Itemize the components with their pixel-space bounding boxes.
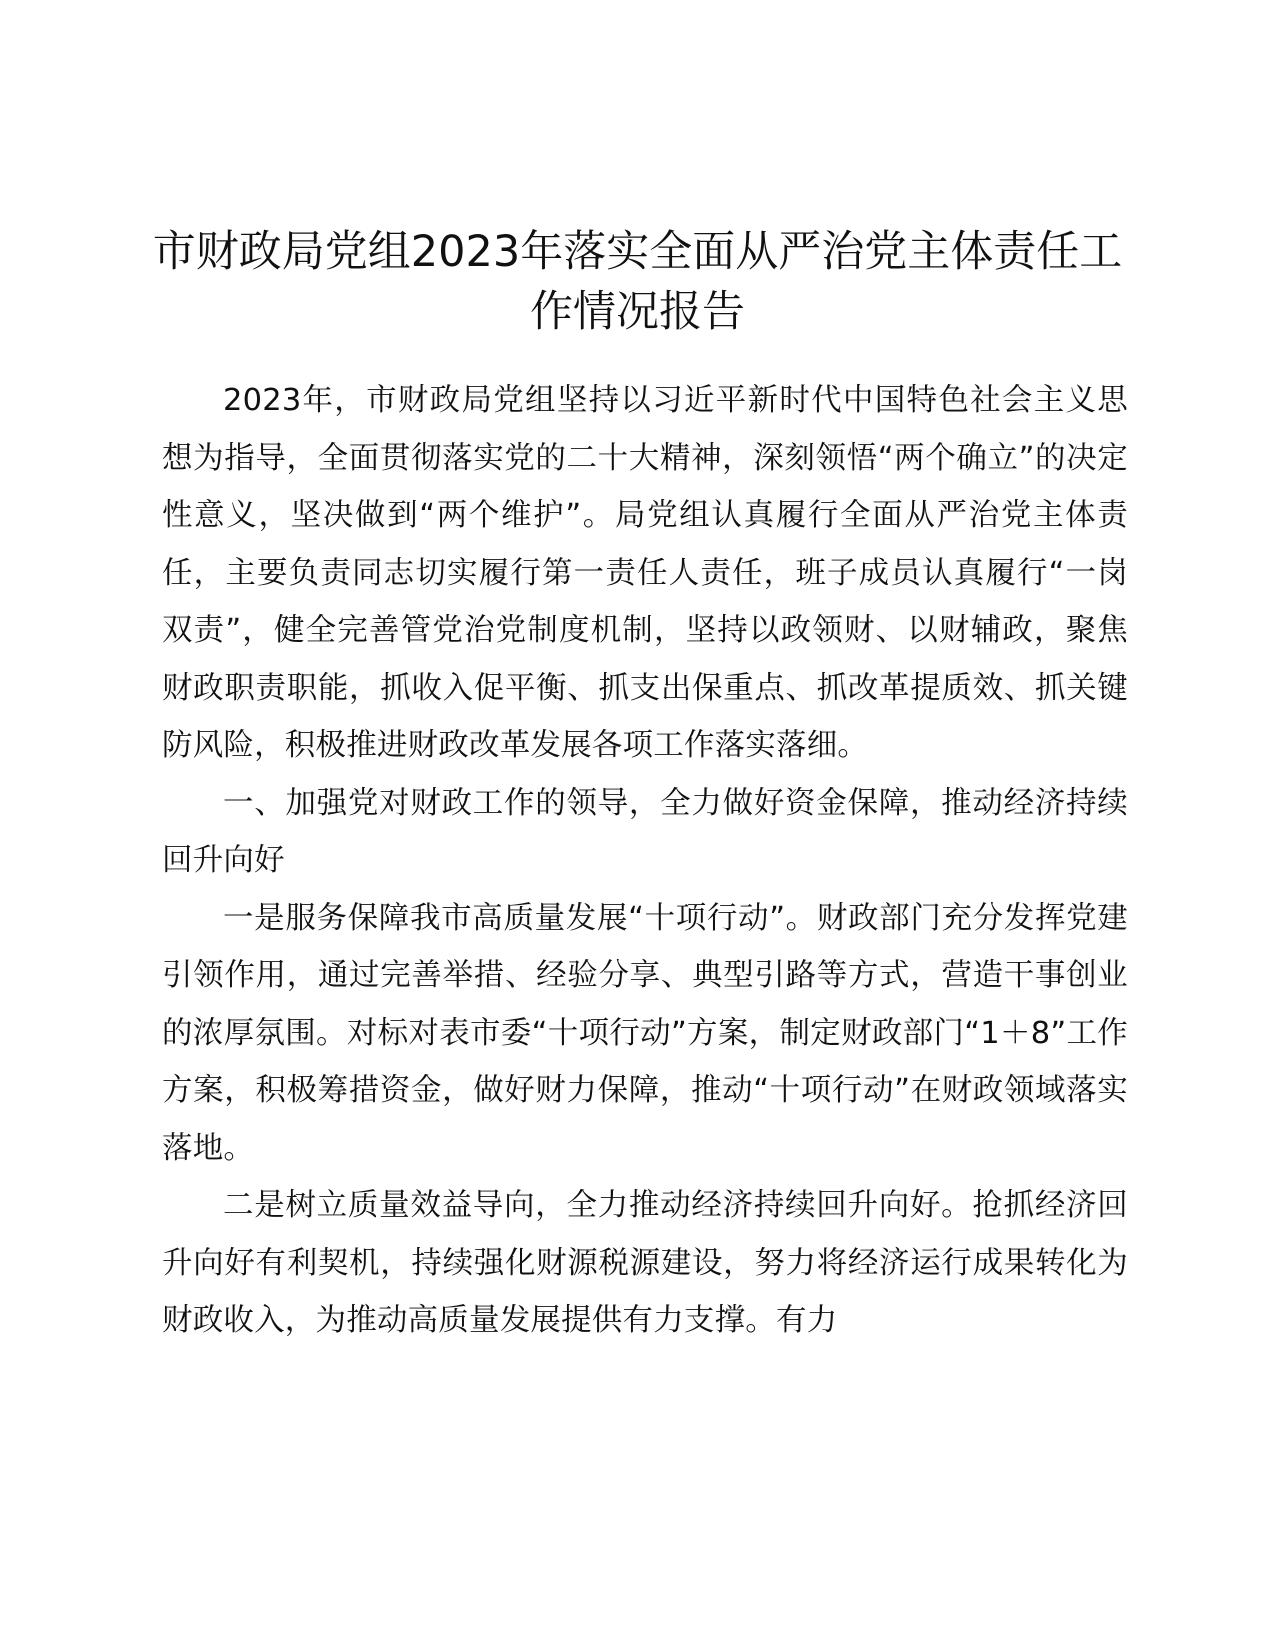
section-heading-1: 一、加强党对财政工作的领导，全力做好资金保障，推动经济持续回升向好 bbox=[162, 785, 1128, 878]
paragraph-item-1: 一是服务保障我市高质量发展“十项行动”。财政部门充分发挥党建引领作用，通过完善举措、经验分享、典型引路等方式，营造干事创业的浓厚氛围。对标对表市委“十项行动”方案，制定财政部门“1＋8”工作方案，积极筹措资金，做好财力保障，推动“十项行动”在财政领域落实落地。 bbox=[162, 900, 1128, 1166]
document-body bbox=[162, 372, 1128, 1350]
intro-paragraph: 2023年，市财政局党组坚持以习近平新时代中国特色社会主义思想为指导，全面贯彻落实党的二十大精神，深刻领悟“两个确立”的决定性意义，坚决做到“两个维护”。局党组认真履行全面从严治党主体责任，主要负责同志切实履行第一责任人责任，班子成员认真履行“一岗双责”，健全完善管党治党制度机制，坚持以政领财、以财辅政，聚焦财政职责职能，抓收入促平衡、抓支出保重点、抓改革提质效、抓关键防风险，积极推进财政改革发展各项工作落实落细。 bbox=[162, 383, 1128, 763]
paragraph-item-2: 二是树立质量效益导向，全力推动经济持续回升向好。抢抓经济回升向好有利契机，持续强化财源税源建设，努力将经济运行成果转化为财政收入，为推动高质量发展提供有力支撑。有力 bbox=[162, 1188, 1128, 1338]
document-title: 市财政局党组2023年落实全面从严治党主体责任工作情况报告 bbox=[152, 227, 1123, 337]
